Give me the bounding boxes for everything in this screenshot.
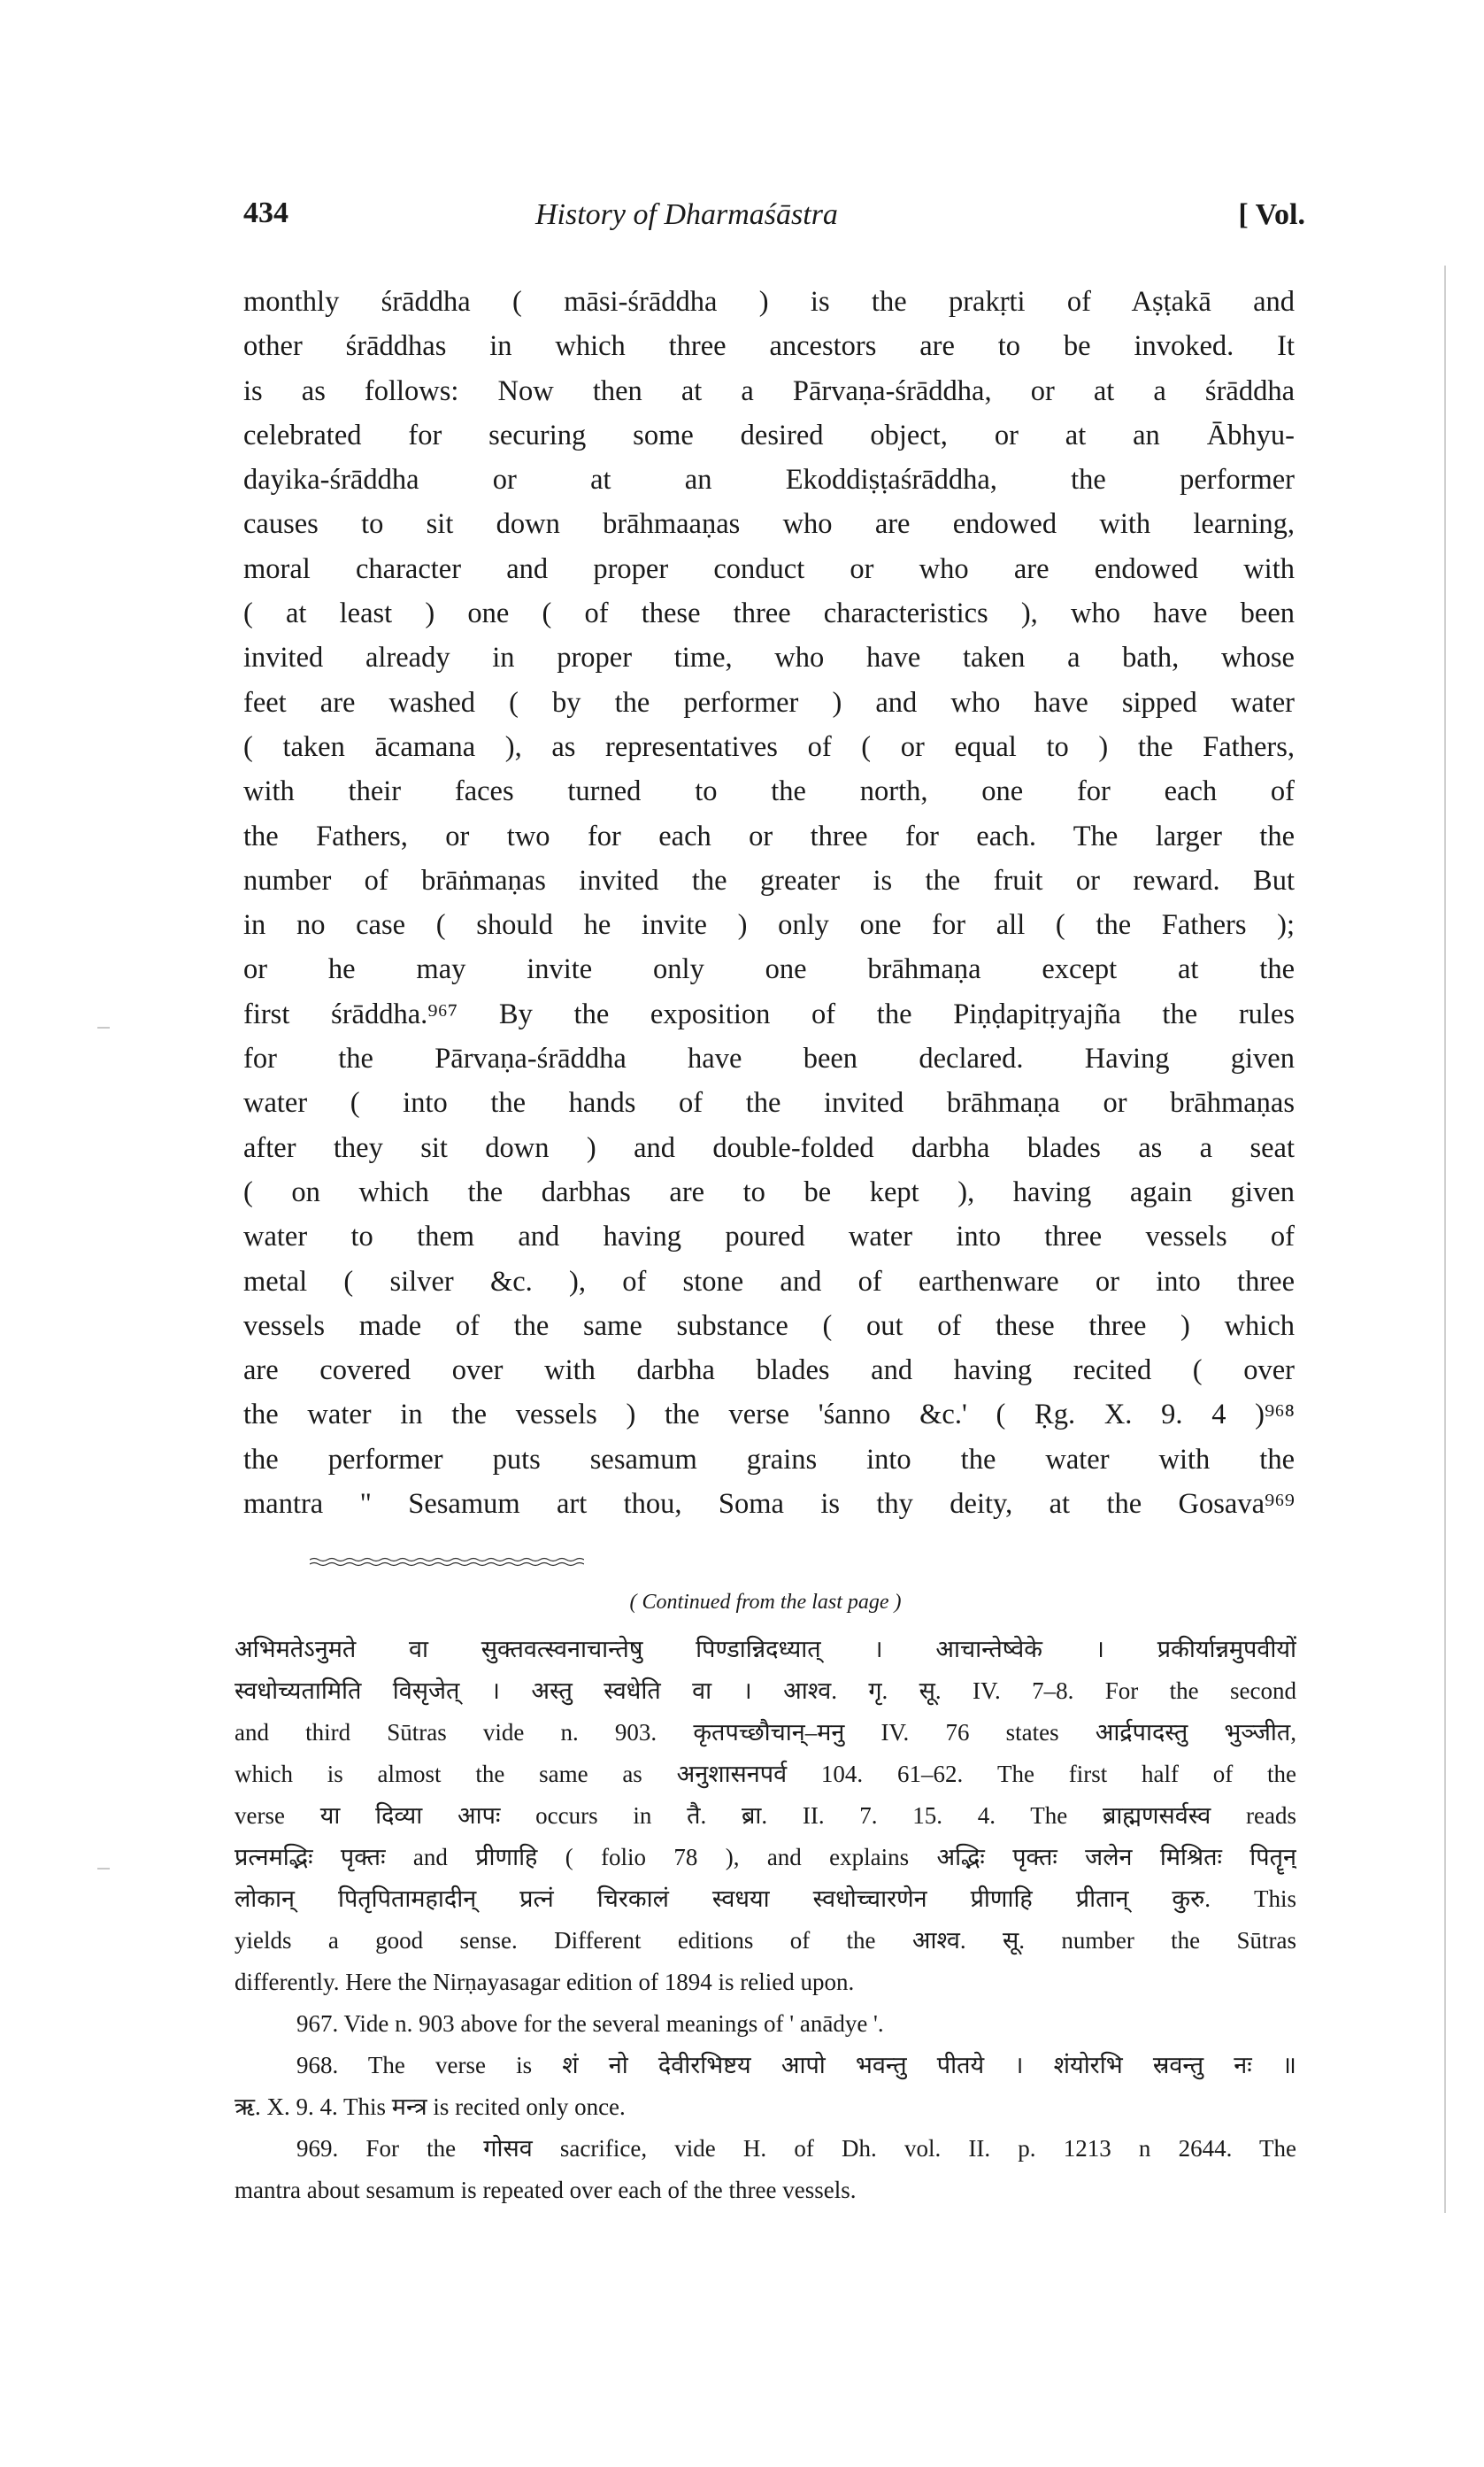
text-line: with their faces turned to the north, one for each of bbox=[243, 775, 1295, 808]
text-line: the water in the vessels ) the verse 'śanno &c.' ( Ṛg. X. 9. 4 )⁹⁶⁸ bbox=[243, 1399, 1295, 1431]
text-line: ( on which the darbhas are to be kept ), having again given bbox=[243, 1176, 1295, 1208]
page-edge-line bbox=[1444, 266, 1446, 2213]
footnote-line: which is almost the same as अनुशासनपर्व 104. 61–62. The first half of the bbox=[235, 1761, 1296, 1787]
text-line: mantra " Sesamum art thou, Soma is thy deity, at the Gosava⁹⁶⁹ bbox=[243, 1488, 1295, 1521]
footnote-969: 969. For the गोसव sacrifice, vide H. of Dh. vol. II. p. 1213 n 2644. The bbox=[296, 2135, 1296, 2162]
text-line: metal ( silver &c. ), of stone and of earthenware or into three bbox=[243, 1265, 1295, 1298]
page-header bbox=[243, 197, 1305, 250]
text-line: for the Pārvaṇa-śrāddha have been declared. Having given bbox=[243, 1043, 1295, 1075]
margin-tick bbox=[97, 1868, 110, 1870]
text-line: feet are washed ( by the performer ) and who have sipped water bbox=[243, 686, 1295, 719]
footnote-line: verse या दिव्या आपः occurs in तै. ब्रा. II. 7. 15. 4. The ब्राह्मणसर्वस्व reads bbox=[235, 1802, 1296, 1829]
main-text bbox=[243, 280, 1295, 1526]
text-line: ( taken ācamana ), as representatives of ( or equal to ) the Fathers, bbox=[243, 730, 1295, 763]
footnote-967: 967. Vide n. 903 above for the several meanings of ' anādye '. bbox=[296, 2010, 884, 2037]
margin-tick bbox=[97, 1027, 110, 1029]
footnote-line: अभिमतेऽनुमते वा सुक्तवत्स्वनाचान्तेषु पिण्डान्निदध्यात् । आचान्तेष्वेके । प्रकीर्यान्नमुपवीयों bbox=[235, 1636, 1296, 1662]
text-line: the performer puts sesamum grains into the water with the bbox=[243, 1443, 1295, 1476]
footnote-separator bbox=[310, 1556, 584, 1567]
text-line: vessels made of the same substance ( out of these three ) which bbox=[243, 1309, 1295, 1342]
text-line: in no case ( should he invite ) only one for all ( the Fathers ); bbox=[243, 909, 1295, 942]
text-line: first śrāddha.⁹⁶⁷ By the exposition of the Piṇḍapitṛyajña the rules bbox=[243, 998, 1295, 1030]
text-line: monthly śrāddha ( māsi-śrāddha ) is the prakṛti of Aṣṭakā and bbox=[243, 286, 1295, 318]
text-line: or he may invite only one brāhmaṇa except at the bbox=[243, 953, 1295, 986]
page-number: 434 bbox=[243, 197, 288, 229]
continued-label: ( Continued from the last page ) bbox=[629, 1591, 902, 1614]
text-line: ( at least ) one ( of these three characteristics ), who have been bbox=[243, 597, 1295, 630]
text-line: water to them and having poured water into three vessels of bbox=[243, 1221, 1295, 1253]
footnote-line: yields a good sense. Different editions of the आश्व. सू. number the Sūtras bbox=[235, 1927, 1296, 1954]
footnote-line: स्वधोच्यतामिति विसृजेत् । अस्तु स्वधेति वा । आश्व. गृ. सू. IV. 7–8. For the second bbox=[235, 1677, 1296, 1704]
text-line: water ( into the hands of the invited brāhmaṇa or brāhmaṇas bbox=[243, 1087, 1295, 1120]
text-line: causes to sit down brāhmaaṇas who are endowed with learning, bbox=[243, 508, 1295, 541]
text-line: is as follows: Now then at a Pārvaṇa-śrāddha, or at a śrāddha bbox=[243, 374, 1295, 407]
running-title: History of Dharmaśāstra bbox=[535, 198, 838, 231]
text-line: number of brāṅmaṇas invited the greater is the fruit or reward. But bbox=[243, 864, 1295, 897]
text-line: invited already in proper time, who have taken a bath, whose bbox=[243, 642, 1295, 675]
footnote-line: mantra about sesamum is repeated over each of the three vessels. bbox=[235, 2177, 857, 2203]
text-line: dayika-śrāddha or at an Ekoddiṣṭaśrāddha, the performer bbox=[243, 464, 1295, 497]
text-line: after they sit down ) and double-folded darbha blades as a seat bbox=[243, 1131, 1295, 1164]
footnote-line: ऋ. X. 9. 4. This मन्त्र is recited only once. bbox=[235, 2093, 626, 2120]
volume-mark: [ Vol. bbox=[1238, 198, 1305, 231]
text-line: are covered over with darbha blades and having recited ( over bbox=[243, 1354, 1295, 1387]
footnote-line: and third Sūtras vide n. 903. कृतपच्छौचान्–मनु IV. 76 states आर्द्रपादस्तु भुञ्जीत, bbox=[235, 1719, 1296, 1746]
footnote-line: differently. Here the Nirṇayasagar edition of 1894 is relied upon. bbox=[235, 1969, 855, 1995]
footnotes bbox=[235, 1584, 1296, 2211]
footnote-line: लोकान् पितृपितामहादीन् प्रत्नं चिरकालं स्वधया स्वधोच्चारणेन प्रीणाहि प्रीतान् कुरु. This bbox=[235, 1885, 1296, 1912]
footnote-line: प्रत्नमद्भिः पृक्तः and प्रीणाहि ( folio 78 ), and explains अद्भिः पृक्तः जलेन मिश्रितः पितॄन् bbox=[235, 1844, 1296, 1870]
footnote-968: 968. The verse is शं नो देवीरभिष्टय आपो भवन्तु पीतये । शंयोरभि स्रवन्तु नः ॥ bbox=[296, 2052, 1296, 2078]
text-line: moral character and proper conduct or who are endowed with bbox=[243, 552, 1295, 585]
text-line: other śrāddhas in which three ancestors are to be invoked. It bbox=[243, 330, 1295, 363]
text-line: celebrated for securing some desired object, or at an Ābhyu- bbox=[243, 419, 1295, 451]
text-line: the Fathers, or two for each or three for each. The larger the bbox=[243, 820, 1295, 852]
